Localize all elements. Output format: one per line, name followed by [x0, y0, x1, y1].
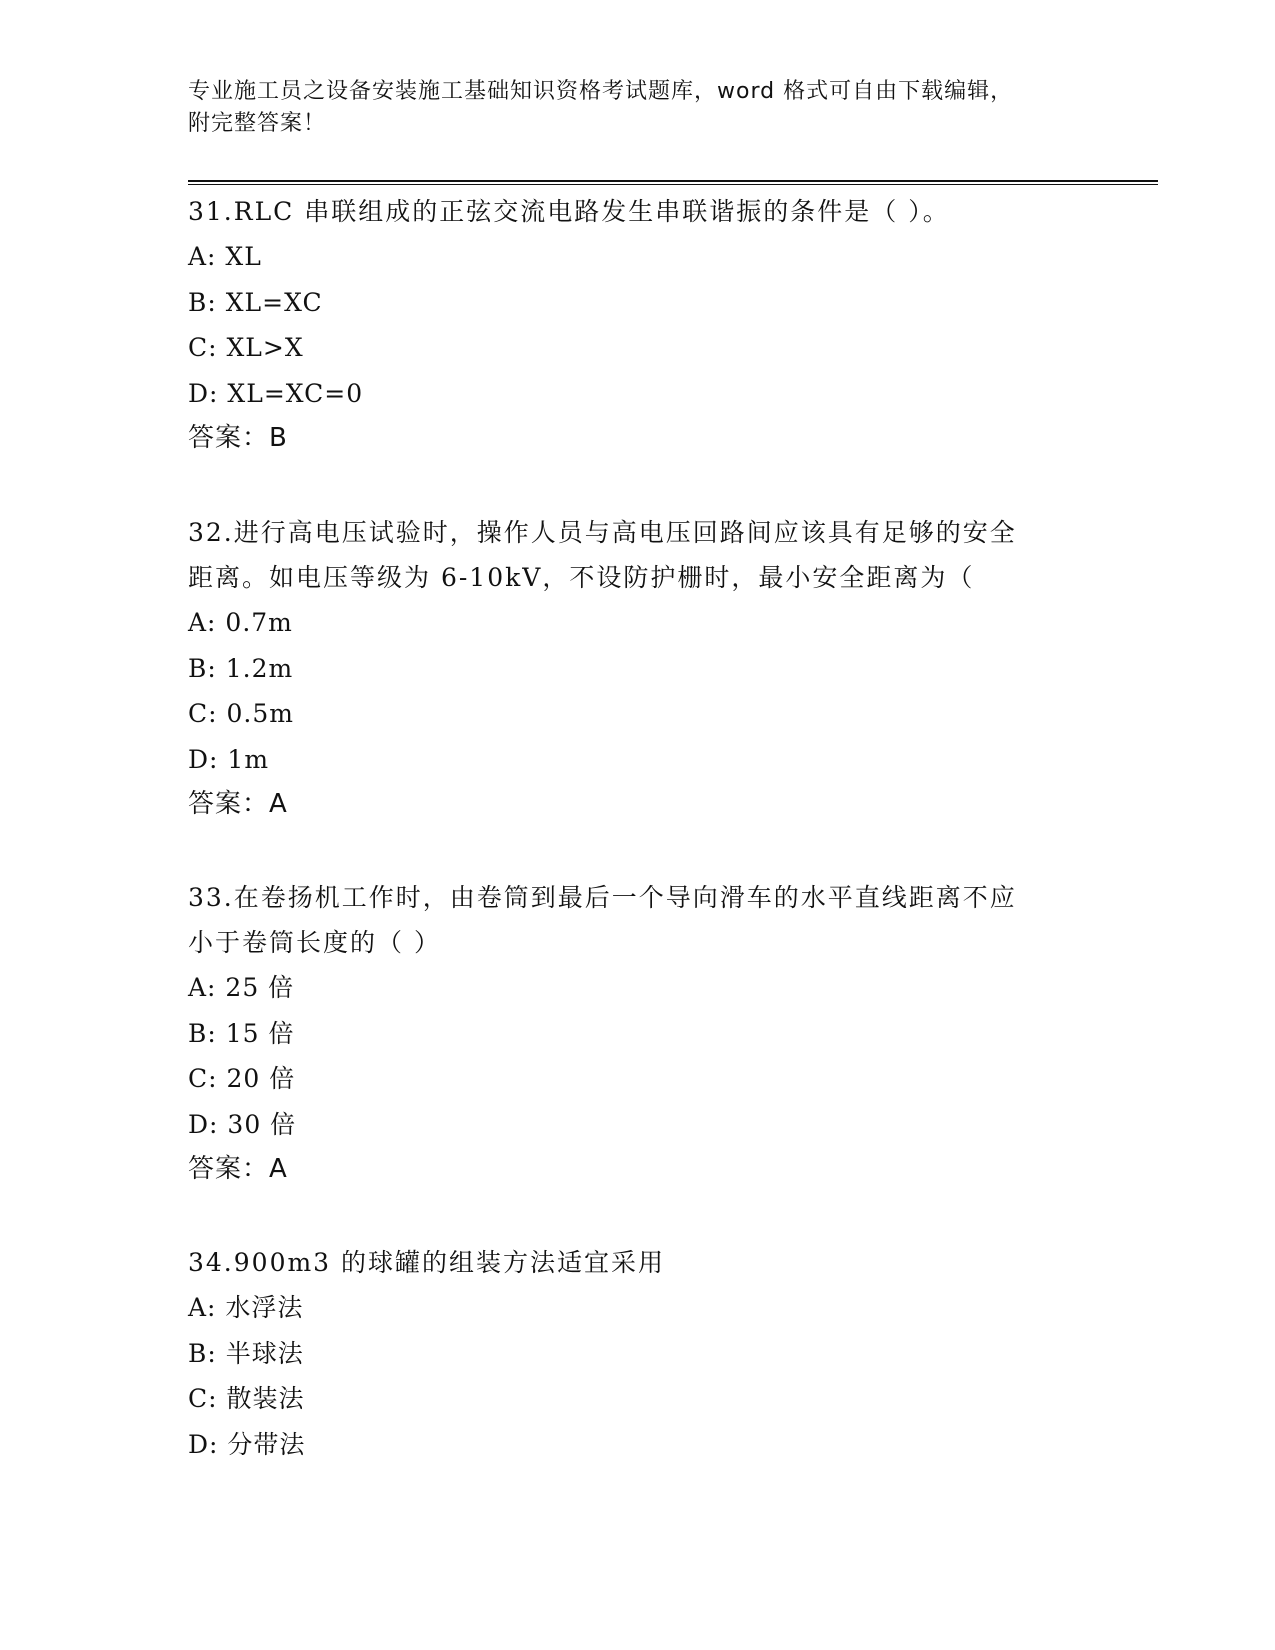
option-c: C: 0.5m [188, 699, 294, 728]
option-b: B: XL=XC [188, 287, 323, 317]
question-stem: 31.RLC 串联组成的正弦交流电路发生串联谐振的条件是（ ）。 [188, 197, 950, 226]
option-d: D: 分带法 [188, 1429, 306, 1459]
option-a: A: 水浮法 [188, 1293, 304, 1322]
answer-label: 答案：B [188, 423, 288, 453]
option-c: C: 散装法 [188, 1384, 305, 1413]
option-c: C: 20 倍 [188, 1064, 296, 1093]
question-31 [188, 189, 1088, 461]
answer-label: 答案：A [188, 789, 288, 819]
option-b: B: 15 倍 [188, 1018, 295, 1048]
option-d: D: 30 倍 [188, 1109, 297, 1139]
question-stem: 32.进行高电压试验时，操作人员与高电压回路间应该具有足够的安全 [188, 518, 1017, 547]
question-34 [188, 1240, 1088, 1467]
question-32 [188, 510, 1088, 827]
option-a: A: 0.7m [188, 608, 293, 637]
header-line-1: 专业施工员之设备安装施工基础知识资格考试题库，word 格式可自由下载编辑， [188, 79, 1014, 104]
option-d: D: XL=XC=0 [188, 378, 364, 408]
question-stem: 33.在卷扬机工作时，由卷筒到最后一个导向滑车的水平直线距离不应 [188, 883, 1017, 912]
option-c: C: XL>X [188, 333, 304, 362]
option-a: A: 25 倍 [188, 973, 295, 1002]
header-divider [188, 180, 1158, 185]
option-b: B: 1.2m [188, 653, 294, 683]
question-33 [188, 875, 1088, 1192]
header-line-2: 附完整答案！ [188, 111, 327, 136]
answer-label: 答案：A [188, 1154, 288, 1184]
question-stem: 34.900m3 的球罐的组装方法适宜采用 [188, 1248, 666, 1277]
option-d: D: 1m [188, 744, 270, 774]
question-stem-continued: 距离。如电压等级为 6-10kV，不设防护栅时，最小安全距离为（ [188, 563, 975, 592]
option-a: A: XL [188, 242, 262, 271]
option-b: B: 半球法 [188, 1338, 304, 1368]
question-stem-continued: 小于卷筒长度的（ ） [188, 928, 441, 957]
document-header [188, 76, 1088, 140]
